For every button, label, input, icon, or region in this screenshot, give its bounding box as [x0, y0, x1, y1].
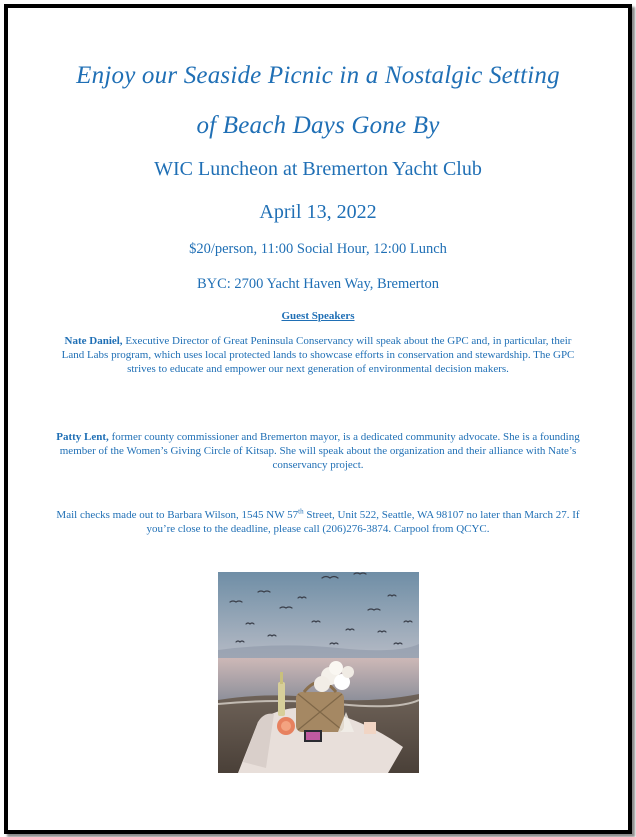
mail-instructions — [54, 508, 582, 536]
flyer-title-line2: of Beach Days Gone By — [196, 112, 440, 139]
price-schedule: $20/person, 11:00 Social Hour, 12:00 Lunch — [189, 241, 447, 257]
event-date: April 13, 2022 — [259, 201, 377, 223]
speaker2-paragraph — [54, 430, 582, 472]
mail-text-part1: Mail checks made out to Barbara Wilson, 1545 NW 57 — [56, 509, 299, 521]
beach-picnic-illustration — [218, 572, 419, 773]
speakers-heading: Guest Speakers — [281, 310, 355, 322]
speaker1-name: Nate Daniel, — [64, 335, 123, 347]
beach-picnic-photo — [218, 572, 419, 773]
flyer-frame — [4, 4, 632, 834]
event-location: BYC: 2700 Yacht Haven Way, Bremerton — [196, 276, 440, 292]
speaker1-paragraph — [54, 334, 582, 376]
mail-text-part2: Street, Unit 522, Seattle, WA 98107 no later than March 27. If you’re close to the deadline, please call (206)276-3874. Carpool from QCYC. — [146, 509, 580, 535]
flyer-title-line1: Enjoy our Seaside Picnic in a Nostalgic Setting — [76, 62, 560, 89]
speaker1-bio: Executive Director of Great Peninsula Conservancy will speak about the GPC and, in particular, their Land Labs program, which uses local protected lands to showcase efforts in conservation and stewardship. The GPC strives to educate and empower our next generation of environmental decision makers. — [61, 335, 575, 375]
speaker2-bio: former county commissioner and Bremerton mayor, is a dedicated community advocate. She is a founding member of the Women’s Giving Circle of Kitsap. She will speak about the organization and their alliance with Nate’s conservancy project. — [59, 431, 580, 471]
event-name: WIC Luncheon at Bremerton Yacht Club — [154, 158, 482, 180]
mail-superscript: th — [298, 507, 304, 516]
speaker2-name: Patty Lent, — [56, 431, 109, 443]
